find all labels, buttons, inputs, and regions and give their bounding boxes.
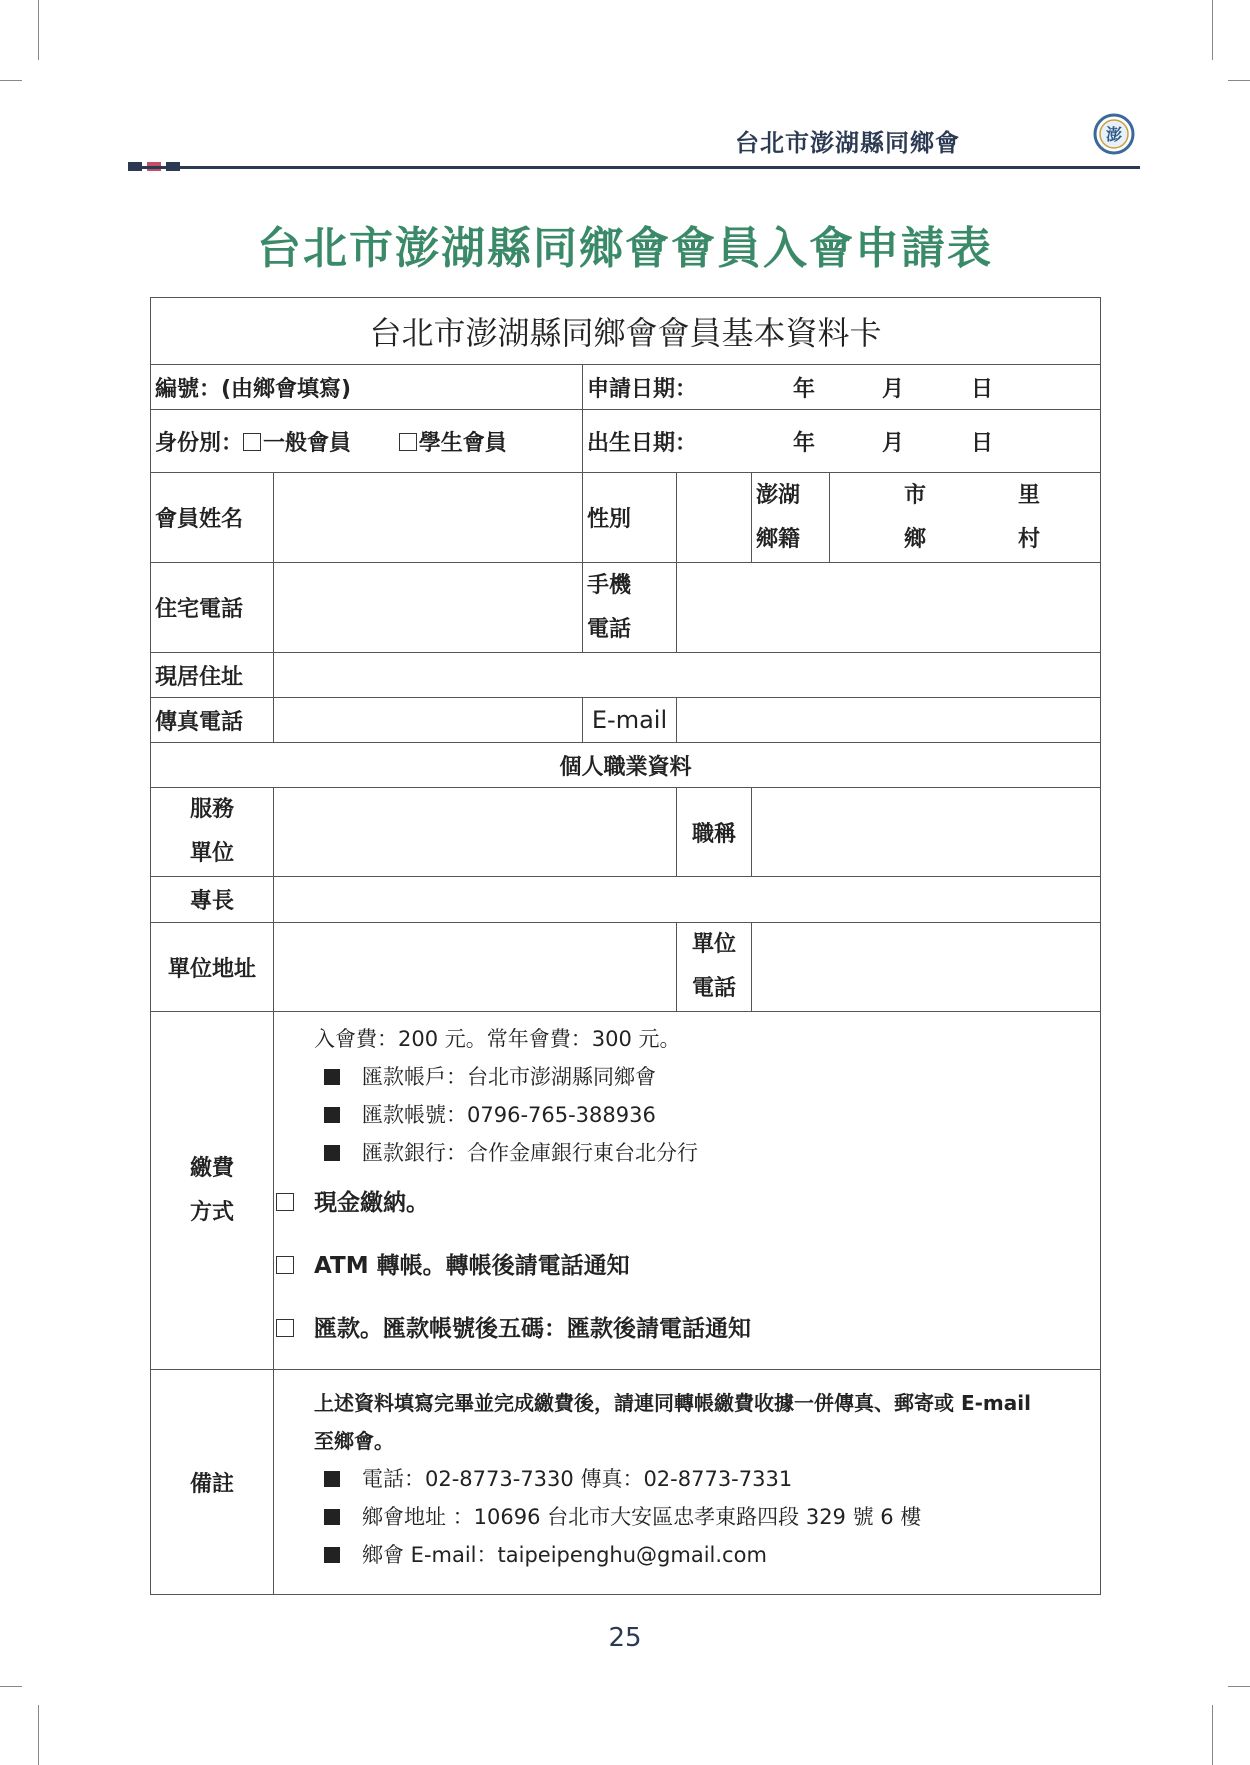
email-input[interactable] [677, 698, 1101, 743]
crop-mark [0, 1686, 22, 1687]
contact-phone: 電話：02-8773-7330 傳真：02-8773-7331 [362, 1467, 793, 1491]
bank-account-name: 匯款帳戶：台北市澎湖縣同鄉會 [362, 1065, 656, 1089]
identity-student-label: 學生會員 [418, 430, 507, 456]
bullet-icon [324, 1509, 340, 1525]
bank-name-item [314, 1134, 1100, 1172]
employer-label-line1: 服務 [189, 797, 234, 822]
apply-date-field[interactable] [583, 365, 1101, 410]
checkbox-remit[interactable] [276, 1319, 294, 1337]
fax-label: 傳真電話 [151, 698, 274, 743]
mobile-input[interactable] [677, 563, 1101, 653]
email-label: E-mail [583, 698, 677, 743]
hometown-li: 里 [1018, 482, 1041, 508]
payment-option-atm[interactable] [276, 1235, 1100, 1298]
contact-address-item [314, 1498, 1100, 1536]
crop-mark [0, 80, 22, 81]
crop-mark [1228, 1686, 1250, 1687]
date-year: 年 [793, 430, 816, 456]
hometown-label-line2: 鄉籍 [756, 526, 801, 552]
gender-input[interactable] [677, 473, 752, 563]
checkbox-atm[interactable] [276, 1256, 294, 1274]
name-input[interactable] [274, 473, 583, 563]
contact-email-item [314, 1536, 1100, 1574]
crop-mark [1212, 0, 1213, 60]
header-rule [128, 166, 1140, 169]
employer-label [151, 788, 274, 877]
remarks-text-1: 上述資料填寫完畢並完成繳費後，請連同轉帳繳費收據一併傳真、郵寄或 E-mail [314, 1391, 1031, 1415]
work-address-label: 單位地址 [151, 923, 274, 1012]
bank-account-no: 匯款帳號：0796-765-388936 [362, 1103, 656, 1127]
hometown-label-line1: 澎湖 [756, 482, 801, 508]
page-title: 台北市澎湖縣同鄉會會員入會申請表 [257, 223, 993, 274]
home-phone-label: 住宅電話 [151, 563, 274, 653]
hometown-input[interactable] [830, 473, 1101, 563]
mobile-label-line2: 電話 [587, 616, 632, 642]
remarks-details [274, 1370, 1101, 1595]
job-section-heading: 個人職業資料 [151, 743, 1101, 788]
job-title-label: 職稱 [677, 788, 752, 877]
bank-account-name-item [314, 1058, 1100, 1096]
contact-email: 鄉會 E-mail：taipeipenghu@gmail.com [362, 1543, 767, 1567]
specialty-label: 專長 [151, 877, 274, 923]
work-address-input[interactable] [274, 923, 677, 1012]
mobile-label [583, 563, 677, 653]
identity-field [151, 410, 583, 473]
crop-mark [1228, 80, 1250, 81]
association-logo-icon [1093, 113, 1135, 155]
bullet-icon [324, 1069, 340, 1085]
member-form-table [150, 297, 1101, 1595]
job-title-input[interactable] [752, 788, 1101, 877]
bullet-icon [324, 1145, 340, 1161]
bullet-icon [324, 1547, 340, 1563]
fax-input[interactable] [274, 698, 583, 743]
identity-general-label: 一般會員 [263, 430, 352, 456]
payment-option-cash[interactable] [276, 1172, 1100, 1235]
checkbox-cash[interactable] [276, 1193, 294, 1211]
employer-label-line2: 單位 [189, 841, 234, 866]
hometown-township: 鄉 [904, 526, 927, 552]
hometown-village: 村 [1018, 526, 1041, 552]
apply-date-label: 申請日期： [587, 376, 698, 402]
remarks-label: 備註 [151, 1370, 274, 1595]
identity-label: 身份別： [155, 430, 244, 456]
payment-details [274, 1012, 1101, 1370]
work-phone-label-line2: 電話 [691, 976, 736, 1001]
address-label: 現居住址 [151, 653, 274, 698]
home-phone-input[interactable] [274, 563, 583, 653]
hometown-city: 市 [904, 482, 927, 508]
work-phone-label [677, 923, 752, 1012]
option-cash-label: 現金繳納。 [314, 1190, 429, 1216]
contact-phone-item [314, 1460, 1100, 1498]
date-year: 年 [793, 376, 816, 402]
payment-label-line1: 繳費 [189, 1155, 234, 1181]
date-month: 月 [882, 430, 905, 456]
work-phone-input[interactable] [752, 923, 1101, 1012]
gender-label: 性別 [583, 473, 677, 563]
identity-general-checkbox[interactable] [243, 433, 261, 451]
bank-account-no-item [314, 1096, 1100, 1134]
contact-address: 鄉會地址 ：10696 台北市大安區忠孝東路四段 329 號 6 樓 [362, 1505, 922, 1529]
crop-mark [38, 0, 39, 60]
date-day: 日 [971, 430, 994, 456]
header-org-name: 台北市澎湖縣同鄉會 [735, 129, 960, 157]
date-month: 月 [882, 376, 905, 402]
bullet-icon [324, 1107, 340, 1123]
date-day: 日 [971, 376, 994, 402]
page-number: 25 [608, 1623, 642, 1653]
remarks-text-2: 至鄉會。 [314, 1429, 394, 1453]
option-atm-label: ATM 轉帳。轉帳後請電話通知 [314, 1253, 630, 1279]
option-remit-label: 匯款。匯款帳號後五碼：匯款後請電話通知 [314, 1316, 751, 1342]
bullet-icon [324, 1471, 340, 1487]
identity-student-checkbox[interactable] [399, 433, 417, 451]
name-label: 會員姓名 [151, 473, 274, 563]
hometown-label [752, 473, 830, 563]
work-phone-label-line1: 單位 [691, 932, 736, 957]
serial-label: 編號：(由鄉會填寫) [151, 365, 583, 410]
card-title: 台北市澎湖縣同鄉會會員基本資料卡 [151, 298, 1101, 365]
bank-name: 匯款銀行：合作金庫銀行東台北分行 [362, 1141, 698, 1165]
payment-option-remit[interactable] [276, 1298, 1100, 1361]
birth-date-field[interactable] [583, 410, 1101, 473]
mobile-label-line1: 手機 [587, 572, 632, 598]
payment-label-line2: 方式 [189, 1199, 234, 1225]
specialty-input[interactable] [274, 877, 1101, 923]
fees-text: 入會費：200 元。常年會費：300 元。 [314, 1027, 681, 1051]
crop-mark [38, 1705, 39, 1765]
birth-date-label: 出生日期： [587, 430, 698, 456]
payment-label [151, 1012, 274, 1370]
crop-mark [1212, 1705, 1213, 1765]
address-input[interactable] [274, 653, 1101, 698]
employer-input[interactable] [274, 788, 677, 877]
logo-text: 澎 [1105, 125, 1123, 144]
